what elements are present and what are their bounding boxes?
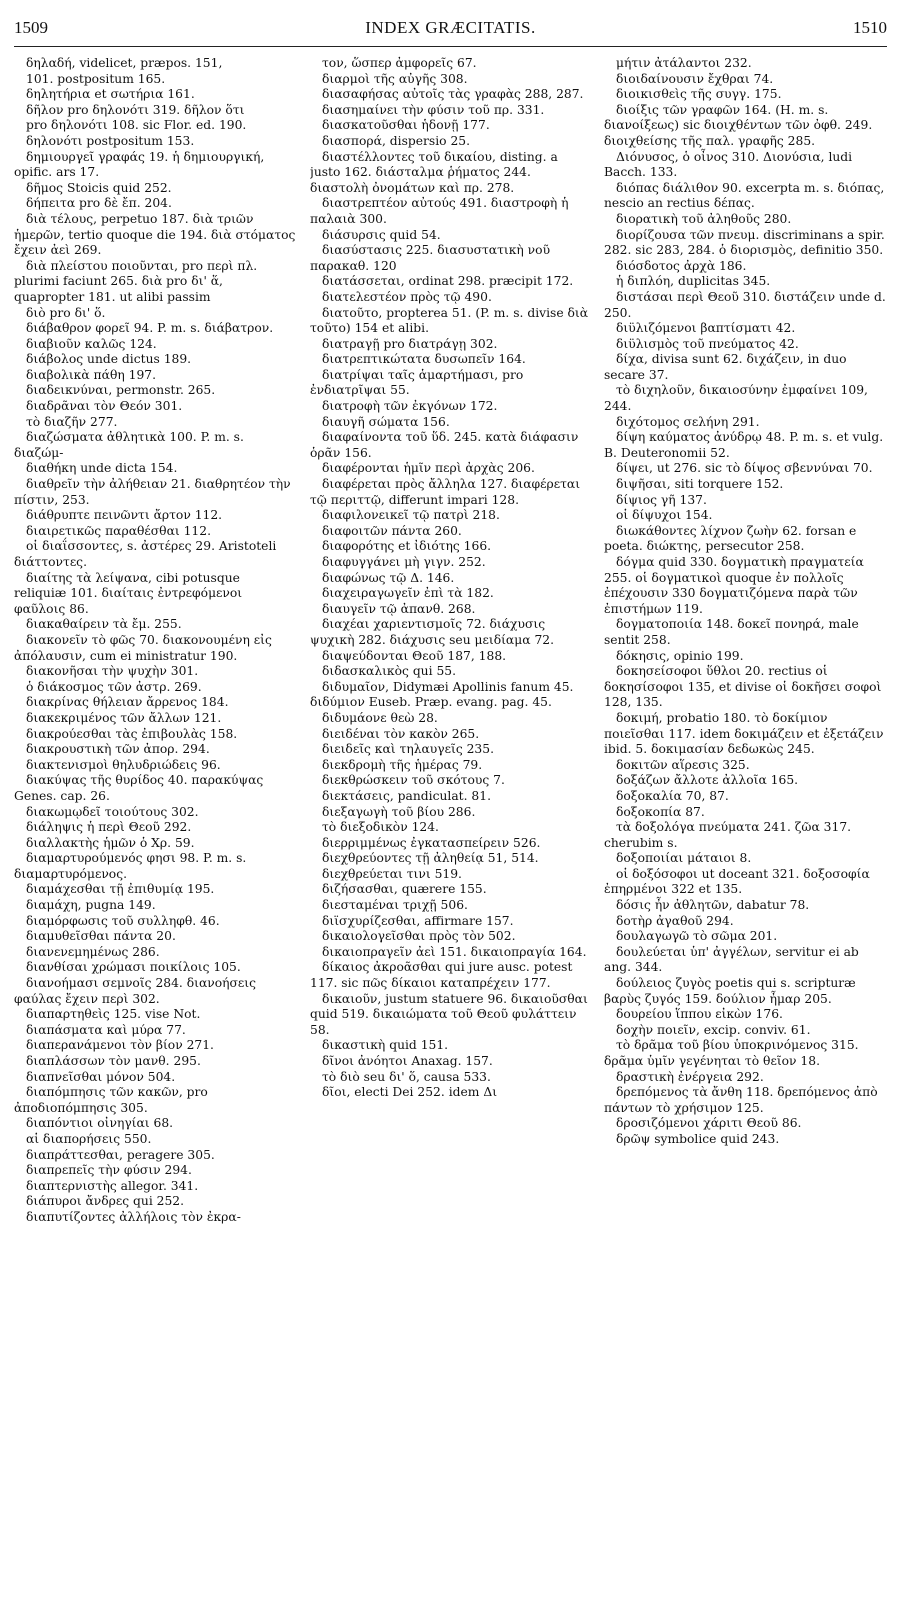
index-entry: δηλαδή, videlicet, præpos. 151, bbox=[26, 56, 223, 70]
index-entry: διάσυρσις quid 54. bbox=[322, 227, 441, 242]
index-entry: δῖοι, electi Dei 252. idem Δι bbox=[322, 1085, 498, 1100]
index-entry: διανενεμημένως 286. bbox=[26, 944, 160, 959]
index-entry: 101. postpositum 165. bbox=[26, 71, 166, 86]
index-entry: διαφαίνοντα τοῦ ὕδ. 245. κατὰ διάφασιν ὁρᾶν 156. bbox=[310, 430, 579, 460]
index-entry: τον, ὥσπερ ἀμφορεῖς 67. bbox=[322, 56, 477, 70]
index-entry: δοξοκαλία 70, 87. bbox=[616, 788, 729, 803]
index-entry: διαυγεῖν τῷ ἀπανθ. 268. bbox=[322, 601, 476, 616]
index-entry: δηλονότι postpositum 153. bbox=[26, 133, 195, 148]
index-entry: δούλειος ζυγὸς poetis qui s. scripturæ βαρὺς ζυγός 159. δούλιον ἦμαρ 205. bbox=[604, 976, 856, 1006]
index-entry: διαμαρτυρούμενός φησι 98. P. m. s. διαμαρτυρόμενος. bbox=[14, 851, 247, 881]
index-entry: δοκησείσοφοι ὕθλοι 20. rectius οἱ δοκησίσοφοι 135, et divise οἱ δοκῆσει σοφοὶ 128, 135. bbox=[604, 664, 882, 710]
index-entry: διαμυθεῖσθαι πάντα 20. bbox=[26, 929, 176, 944]
index-entry: διστάσαι περὶ Θεοῦ 310. διστάζειν unde d. 250. bbox=[604, 289, 886, 320]
index-entry: δίκαιος ἀκροᾶσθαι qui jure ausc. potest 117. sic πῶς δίκαιοι καταπρέχειν 177. bbox=[310, 960, 573, 991]
index-entry: τὸ διὸ seu δι' ὅ, causa 533. bbox=[322, 1069, 491, 1084]
index-entry: διαβολικὰ πάθη 197. bbox=[26, 367, 156, 382]
index-entry: τὸ διαζῆν 277. bbox=[26, 414, 118, 429]
index-entry: διαμόρφωσις τοῦ συλληφθ. 46. bbox=[26, 913, 220, 928]
index-entry: διαφυγγάνει μὴ γιγν. 252. bbox=[322, 555, 486, 569]
index-entry: διοικισθεὶς τῆς συγγ. 175. bbox=[616, 87, 782, 102]
index-entry: διακύψας τῆς θυρίδος 40. παρακύψας Genes. cap. 26. bbox=[14, 773, 264, 803]
page-number-right: 1510 bbox=[853, 18, 887, 37]
index-entry: διωκάθοντες λίχνον ζωὴν 62. forsan e poeta. διώκτης, persecutor 258. bbox=[604, 523, 857, 554]
index-entry: διεσταμέναι τριχῇ 506. bbox=[322, 898, 468, 913]
index-entry: διακεκριμένος τῶν ἄλλων 121. bbox=[26, 710, 222, 725]
index-entry: διακτενισμοὶ θηλυδριώδεις 96. bbox=[26, 757, 221, 772]
index-entry: διαρμοὶ τῆς αὐγῆς 308. bbox=[322, 71, 468, 86]
index-entry: διαπνεῖσθαι μόνον 504. bbox=[26, 1069, 176, 1084]
index-entry: διαφορότης et ἰδιότης 166. bbox=[322, 539, 492, 554]
index-entry: pro δηλονότι 108. sic Flor. ed. 190. bbox=[26, 118, 247, 133]
index-entry: δημιουργεῖ γραφάς 19. ἡ δημιουργική, opific. ars 17. bbox=[14, 149, 265, 180]
index-entry: διάβαθρον φορεῖ 94. P. m. s. διάβατρον. bbox=[26, 321, 274, 336]
index-entry: διατάσσεται, ordinat 298. præcipit 172. bbox=[322, 274, 574, 289]
index-entry: δρῶψ symbolice quid 243. bbox=[616, 1131, 780, 1146]
index-entry: δοκιτῶν αἵρεσις 325. bbox=[616, 757, 750, 772]
page-header bbox=[14, 18, 887, 42]
index-entry: διψῆσαι, siti torquere 152. bbox=[616, 477, 784, 492]
index-entry: διατελεστέον πρὸς τῷ 490. bbox=[322, 289, 492, 304]
index-entry: δικαιοπραγεῖν ἀεὶ 151. δικαιοπραγία 164. bbox=[322, 944, 587, 959]
index-entry: δρεπόμενος τὰ ἄνθη 118. δρεπόμενος ἀπὸ πάντων τὸ χρήσιμον 125. bbox=[604, 1085, 878, 1115]
index-entry: διαδρᾶναι τὸν Θεόν 301. bbox=[26, 399, 183, 414]
index-entry: ὁ διάκοσμος τῶν ἀστρ. 269. bbox=[26, 679, 202, 694]
index-entry: διακαθαίρειν τὰ ἔμ. 255. bbox=[26, 617, 182, 632]
index-entry: δόκησις, opinio 199. bbox=[616, 648, 744, 663]
index-entry: διασύστασις 225. διασυστατικὴ νοῦ παρακαθ. 120 bbox=[310, 243, 551, 273]
index-entry: διαστρεπτέον αὐτούς 491. διαστροφὴ ἡ παλαιὰ 300. bbox=[310, 196, 569, 226]
index-entry: διεκτάσεις, pandiculat. 81. bbox=[322, 788, 491, 803]
index-entry: δηλητήρια et σωτήρια 161. bbox=[26, 87, 195, 102]
index-entry: διαθήκη unde dicta 154. bbox=[26, 461, 178, 476]
index-entry: τὸ δρᾶμα τοῦ βίου ὑποκρινόμενος 315. δρᾶμα ὑμῖν γεγένηται τὸ θεῖον 18. bbox=[604, 1038, 859, 1068]
index-entry: διακρίνας θήλειαν ἄρρενος 184. bbox=[26, 695, 229, 710]
index-column-1 bbox=[14, 56, 296, 1226]
index-entry: διαπτερνιστὴς allegor. 341. bbox=[26, 1178, 199, 1193]
index-entry: διορατικὴ τοῦ ἀληθοῦς 280. bbox=[616, 211, 792, 226]
index-entry: διοίξις τῶν γραφῶν 164. (H. m. s. διανοίξεως) sic διοιχθέντων τῶν ὀφθ. 249. διοιχθείσης τῆς παλ. γραφῆς 285. bbox=[604, 102, 873, 148]
index-entry: δοτὴρ ἀγαθοῦ 294. bbox=[616, 913, 734, 928]
index-entry: διαπρεπεῖς τὴν φύσιν 294. bbox=[26, 1163, 192, 1178]
index-entry: διατοῦτο, propterea 51. (P. m. s. divise διὰ τοῦτο) 154 et alibi. bbox=[310, 305, 589, 336]
index-entry: διειδεῖς καὶ τηλαυγεῖς 235. bbox=[322, 742, 494, 757]
index-entry: διαλλακτὴς ἡμῶν ὁ Χρ. 59. bbox=[26, 835, 195, 850]
index-entry: διερριμμένως ἐγκατασπείρειν 526. bbox=[322, 835, 541, 850]
index-entry: διαζώσματα ἀθλητικὰ 100. P. m. s. διαζώμ- bbox=[14, 430, 244, 460]
index-entry: διὰ πλείστου ποιοῦνται, pro περὶ πλ. plurimi faciunt 265. διὰ pro δι' ἅ, quapropter 181. ut alibi passim bbox=[14, 258, 258, 304]
index-entry: οἱ διαΐσσοντες, s. ἀστέρες 29. Aristoteli διάττοντες. bbox=[14, 539, 277, 569]
index-entry: διαφιλονεικεῖ τῷ πατρὶ 218. bbox=[322, 508, 500, 523]
index-entry: διατρεπτικώτατα δυσωπεῖν 164. bbox=[322, 352, 526, 367]
index-entry: διχότομος σελήνη 291. bbox=[616, 414, 760, 429]
index-entry: διδυμαῖον, Didymæi Apollinis fanum 45. διδύμιον Euseb. Præp. evang. pag. 45. bbox=[310, 679, 574, 710]
index-entry: διϊσχυρίζεσθαι, affirmare 157. bbox=[322, 913, 514, 928]
index-entry: δογματοποιία 148. δοκεῖ πονηρά, male sentit 258. bbox=[604, 617, 859, 647]
index-entry: διαπράττεσθαι, peragere 305. bbox=[26, 1147, 215, 1162]
index-entry: δῆμος Stoicis quid 252. bbox=[26, 180, 172, 195]
index-entry: διακρουστικὴ τῶν ἀπορ. 294. bbox=[26, 742, 210, 757]
index-entry: δίψιος γῆ 137. bbox=[616, 492, 707, 507]
index-entry: δοξοκοπία 87. bbox=[616, 804, 705, 819]
index-entry: δικαστικὴ quid 151. bbox=[322, 1038, 449, 1053]
index-entry: διεξαγωγὴ τοῦ βίου 286. bbox=[322, 804, 476, 819]
index-entry: δουρείου ἵππου εἰκὼν 176. bbox=[616, 1007, 783, 1022]
index-entry: διαφοιτῶν πάντα 260. bbox=[322, 523, 462, 538]
index-entry: δόγμα quid 330. δογματικὴ πραγματεία 255. οἱ δογματικοὶ quoque ἐν πολλοῖς ἐπέχουσιν 330 δογματιζόμενα παρὰ τῶν ἐπιστήμων 119. bbox=[604, 555, 864, 616]
index-entry: διατρίψαι ταῖς ἁμαρτήμασι, pro ἐνδιατρῖψαι 55. bbox=[310, 367, 524, 398]
index-column-3 bbox=[604, 56, 886, 1148]
index-entry: διὸ pro δι' ὅ. bbox=[26, 305, 106, 320]
index-entry: διὰ τέλους, perpetuo 187. διὰ τριῶν ἡμερῶν, tertio quoque die 194. διὰ στόματος ἔχειν ἀεὶ 269. bbox=[14, 211, 296, 258]
index-entry: διαπόμπησις τῶν κακῶν, pro ἀποδιοπόμπησις 305. bbox=[14, 1085, 208, 1115]
index-entry: δοχὴν ποιεῖν, excip. conviv. 61. bbox=[616, 1022, 811, 1037]
index-entry: διϋλιζόμενοι βαπτίσματι 42. bbox=[616, 321, 796, 336]
index-entry: τὰ δοξολόγα πνεύματα 241. ζῶα 317. cherubim s. bbox=[604, 820, 852, 850]
index-entry: δοξάζων ἄλλοτε ἀλλοῖα 165. bbox=[616, 773, 799, 788]
index-entry: διαφώνως τῷ Δ. 146. bbox=[322, 570, 455, 585]
index-entry: μήτιν ἀτάλαντοι 232. bbox=[616, 56, 752, 70]
index-entry: διαπάσματα καὶ μύρα 77. bbox=[26, 1022, 186, 1037]
index-entry: διεκθρώσκειν τοῦ σκότους 7. bbox=[322, 773, 505, 788]
index-entry: διατραγῇ pro διατράγῃ 302. bbox=[322, 336, 498, 351]
index-entry: δόσις ἦν ἀθλητῶν, dabatur 78. bbox=[616, 898, 810, 913]
index-entry: οἱ δίψυχοι 154. bbox=[616, 508, 713, 523]
index-entry: δῆλον pro δηλονότι 319. δῆλον ὅτι bbox=[26, 102, 245, 117]
index-entry: δοκιμή, probatio 180. τὸ δοκίμιον ποιεῖσθαι 117. idem δοκιμάζειν et ἐξετάζειν ibid. 5. δοκιμασίαν δεδωκὼς 245. bbox=[604, 710, 884, 757]
index-entry: διαθρεῖν τὴν ἀλήθειαν 21. διαθρητέον τὴν πίστιν, 253. bbox=[14, 477, 291, 507]
index-entry: διαψεύδονται Θεοῦ 187, 188. bbox=[322, 648, 507, 663]
index-entry: διάθρυπτε πεινῶντι ἄρτον 112. bbox=[26, 508, 223, 523]
index-entry: διασημαίνει τὴν φύσιν τοῦ πρ. 331. bbox=[322, 102, 545, 117]
index-entry: διειδέναι τὸν κακὸν 265. bbox=[322, 726, 480, 741]
index-entry: διαίτης τὰ λείψανα, cibi potusque reliquiæ 101. διαίταις ἐντρεφόμενοι φαῦλοις 86. bbox=[14, 570, 243, 616]
index-entry: δραστικὴ ἐνέργεια 292. bbox=[616, 1069, 764, 1084]
index-entry: διασαφήσας αὐτοῖς τὰς γραφὰς 288, 287. bbox=[322, 87, 584, 102]
index-entry: διαχέαι χαριεντισμοῖς 72. διάχυσις ψυχικὴ 282. διάχυσις seu μειδίαμα 72. bbox=[310, 617, 554, 647]
index-entry: δοξοποιίαι μάταιοι 8. bbox=[616, 851, 752, 866]
index-entry: διαδεικνύναι, permonstr. 265. bbox=[26, 383, 216, 398]
index-entry: διαπόντιοι οἰνηγίαι 68. bbox=[26, 1116, 174, 1131]
index-entry: δήπειτα pro δὲ ἔπ. 204. bbox=[26, 196, 172, 211]
index-entry: δίψη καύματος ἀνύδρῳ 48. P. m. s. et vulg. B. Deuteronomii 52. bbox=[604, 430, 884, 460]
index-entry: διϋλισμὸς τοῦ πνεύματος 42. bbox=[616, 336, 799, 351]
index-entry: διαπλάσσων τὸν μανθ. 295. bbox=[26, 1054, 201, 1068]
index-entry: διάπυροι ἄνδρες qui 252. bbox=[26, 1194, 185, 1209]
index-entry: διακονῆσαι τὴν ψυχὴν 301. bbox=[26, 664, 199, 679]
index-entry: δικαιοῦν, justum statuere 96. δικαιοῦσθαι quid 519. δικαιώματα τοῦ Θεοῦ φυλάττειν 58. bbox=[310, 991, 588, 1037]
index-entry: δουλαγωγῶ τὸ σῶμα 201. bbox=[616, 929, 778, 944]
index-entry: οἱ δοξόσοφοι ut doceant 321. δοξοσοφία ἐπηρμένοι 322 et 135. bbox=[604, 866, 870, 897]
index-entry: διαμάχη, pugna 149. bbox=[26, 898, 156, 913]
index-entry: δικαιολογεῖσθαι πρὸς τὸν 502. bbox=[322, 929, 516, 944]
index-entry: αἱ διαπορήσεις 550. bbox=[26, 1131, 152, 1146]
index-entry: διαφέρεται πρὸς ἄλληλα 127. διαφέρεται τῷ περιττῷ, differunt impari 128. bbox=[310, 477, 581, 507]
index-entry: διαμάχεσθαι τῇ ἐπιθυμίᾳ 195. bbox=[26, 882, 215, 897]
index-entry: διδασκαλικὸς qui 55. bbox=[322, 664, 457, 679]
index-entry: τὸ διεξοδικὸν 124. bbox=[322, 820, 439, 835]
index-entry: διατροφὴ τῶν ἐκγόνων 172. bbox=[322, 399, 498, 414]
index-entry: διεχθρεύοντες τῇ ἀληθείᾳ 51, 514. bbox=[322, 851, 539, 866]
index-entry: δῖνοι ἀνόητοι Anaxag. 157. bbox=[322, 1054, 493, 1068]
index-entry: διεχθρεύεται τινι 519. bbox=[322, 866, 462, 881]
index-entry: διοιδαίνουσιν ἔχθραι 74. bbox=[616, 71, 774, 86]
index-entry: διάβολος unde dictus 189. bbox=[26, 352, 192, 367]
index-entry: τὸ διχηλοῦν, δικαιοσύνην ἐμφαίνει 109, 244. bbox=[604, 383, 868, 414]
index-column-2 bbox=[310, 56, 592, 1101]
index-entry: διορίζουσα τῶν πνευμ. discriminans a spir. 282. sic 283, 284. ὁ διορισμὸς, definitio 350. bbox=[604, 227, 885, 258]
index-entry: διεκδρομὴ τῆς ἡμέρας 79. bbox=[322, 757, 483, 772]
index-entry: διαυγῆ σώματα 156. bbox=[322, 414, 450, 429]
index-entry: διαπυτίζοντες ἀλλήλοις τὸν ἐκρα- bbox=[26, 1209, 241, 1224]
index-entry: διασπορά, dispersio 25. bbox=[322, 133, 471, 148]
index-entry: δροσιζόμενοι χάριτι Θεοῦ 86. bbox=[616, 1116, 802, 1131]
index-entry: διζήσασθαι, quærere 155. bbox=[322, 882, 487, 897]
index-entry: Διόνυσος, ὁ οἶνος 310. Διονύσια, ludi Bacch. 133. bbox=[604, 149, 853, 180]
index-entry: διδυμάονε θεὼ 28. bbox=[322, 710, 438, 725]
index-entry: διαστέλλοντες τοῦ δικαίου, disting. a justo 162. διάσταλμα ῥήματος 244. διαστολὴ ὀνομάτων καὶ πρ. 278. bbox=[310, 149, 558, 195]
index-entry: διόπας διάλιθον 90. excerpta m. s. διόπας, nescio an rectius δέπας. bbox=[604, 180, 885, 211]
index-entry: δίψει, ut 276. sic τὸ δίψος σβεννύναι 70. bbox=[616, 461, 873, 476]
page-number-left: 1509 bbox=[14, 18, 48, 37]
page-title: INDEX GRÆCITATIS. bbox=[365, 18, 536, 37]
index-entry: διακονεῖν τὸ φῶς 70. διακονουμένη εἰς ἀπόλαυσιν, cum ei ministratur 190. bbox=[14, 632, 272, 663]
index-entry: διασκατοῦσθαι ἡδονῇ 177. bbox=[322, 118, 490, 133]
index-entry: δίχα, divisa sunt 62. διχάζειν, in duo secare 37. bbox=[604, 352, 847, 382]
index-entry: διαιρετικῶς παραθέσθαι 112. bbox=[26, 523, 211, 538]
index-entry: διανοήμασι σεμνοῖς 284. διανοήσεις φαύλας ἔχειν περὶ 302. bbox=[14, 976, 256, 1006]
index-entry: δουλεύεται ὑπ' ἀγγέλων, servitur ei ab ang. 344. bbox=[604, 944, 859, 975]
index-entry: διανθίσαι χρώμασι ποικίλοις 105. bbox=[26, 960, 241, 975]
header-rule bbox=[14, 46, 887, 47]
index-entry: ἡ διπλόη, duplicitas 345. bbox=[616, 274, 771, 289]
index-entry: διάληψις ἡ περὶ Θεοῦ 292. bbox=[26, 820, 192, 835]
index-entry: διαβιοῦν καλῶς 124. bbox=[26, 336, 157, 351]
index-entry: διόσδοτος ἀρχὰ 186. bbox=[616, 258, 747, 273]
index-entry: διαφέρονται ἡμῖν περὶ ἀρχὰς 206. bbox=[322, 461, 535, 476]
index-entry: διαχειραγωγεῖν ἐπὶ τὰ 182. bbox=[322, 586, 494, 601]
index-entry: διακρούεσθαι τὰς ἐπιβουλὰς 158. bbox=[26, 726, 238, 741]
index-entry: διαπερανάμενοι τὸν βίον 271. bbox=[26, 1038, 214, 1053]
index-entry: διακωμῳδεῖ τοιούτους 302. bbox=[26, 804, 199, 819]
index-entry: διαπαρτηθεὶς 125. vise Not. bbox=[26, 1007, 201, 1022]
